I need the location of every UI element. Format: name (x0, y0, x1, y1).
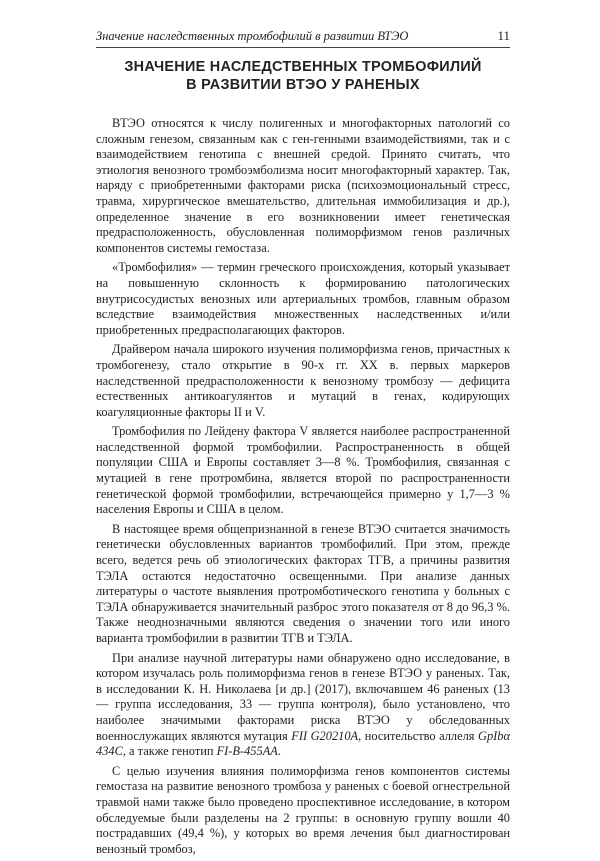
running-title: Значение наследственных тромбофилий в развитии ВТЭО (96, 29, 409, 43)
paragraph-text: . (277, 744, 281, 759)
page-number: 11 (497, 28, 510, 43)
chapter-title-line-2: В РАЗВИТИИ ВТЭО У РАНЕНЫХ (186, 77, 420, 93)
paragraph (96, 651, 510, 760)
body-text (96, 116, 510, 861)
paragraph: «Тромбофилия» — термин греческого происхождения, который указывает на повышенную склонность к формированию патологических внутрисосудистых венозных или артериальных тромбов, главным образом вследствие взаимодействия множественных наследственных и/или приобретенных предрасполагающих факторов. (96, 260, 510, 337)
paragraph-text: , носительство аллеля (358, 728, 479, 743)
paragraph: ВТЭО относятся к числу полигенных и многофакторных патологий со сложным генезом, связанным как с ген-генными взаимодействиями, так и с взаимодействием генотипа с внешней средой. Принято считать, что этиология венозного тромбоэмболизма носит многофакторный характер. Так, наряду с приобретенными факторами риска (психоэмоциональный стресс, травма, хирургическое вмешательство, длительная иммобилизация и др.), определенное значение в его возникновении имеет генетическая предрасположенность, обусловленная полиморфизмом генов различных компонентов системы гемостаза. (96, 116, 510, 255)
paragraph: Тромбофилия по Лейдену фактора V является наиболее распространенной наследственной формой тромбофилии. Распространенность в общей популяции США и Европы составляет 3—8 %. Тромбофилия, связанная с мутацией в гене протромбина, является второй по распространенности генетической формой тромбофилии, встречающейся примерно у 1,7—3 % населения Европы и США в целом. (96, 424, 510, 517)
paragraph-text: , а также генотип (122, 744, 217, 759)
paragraph-text: При анализе научной литературы нами обнаружено одно исследование, в котором изучалась роль полиморфизма генов в генезе ВТЭО у раненых. Так, в исследовании К. Н. Николаева [и др.] (2017), включавшем 46 раненых (13 — группа исследования, 33 — группа контроля), было установлено, что наиболее значимыми факторами риска ВТЭО у обследованных военнослужащих являются мутация (96, 650, 510, 743)
paragraph: В настоящее время общепризнанной в генезе ВТЭО считается значимость генетически обусловленных вариантов тромбофилий. При этом, прежде всего, ведется речь об этиологических факторах ТГВ, а причины развития ТЭЛА остаются недостаточно освещенными. При анализе данных литературы о частоте выявления протромботического генотипа у больных с ТЭЛА обнаруживается значительный разброс этого показателя от 8 до 96,3 %. Также неоднозначными являются сведения о значении того или иного варианта тромбофилии в развитии ТГВ и ТЭЛА. (96, 521, 510, 645)
gene-name: GpIbα 434C (96, 728, 510, 759)
running-header (96, 22, 510, 48)
chapter-title-line-1: ЗНАЧЕНИЕ НАСЛЕДСТВЕННЫХ ТРОМБОФИЛИЙ (124, 59, 482, 75)
gene-name: FII G20210A (291, 728, 359, 743)
paragraph: С целью изучения влияния полиморфизма генов компонентов системы гемостаза на развитие венозного тромбоза у раненых с боевой огнестрельной травмой нами также было проведено проспективное исследование, в котором обследуемые были разделены на 2 группы: в основную группу вошли 40 пострадавших (49,4 %), у которых во время лечения был диагностирован венозный тромбоз, (96, 763, 510, 856)
paragraph: Драйвером начала широкого изучения полиморфизма генов, причастных к тромбогенезу, стало открытие в 90-х гг. XX в. первых маркеров наследственной предрасположенности к венозному тромбозу — дефицита естественных антикоагулянтов и мутаций в генах, кодирующих коагуляционные факторы II и V. (96, 342, 510, 419)
gene-name: FI-B-455AA (216, 744, 278, 759)
chapter-title (96, 58, 510, 94)
